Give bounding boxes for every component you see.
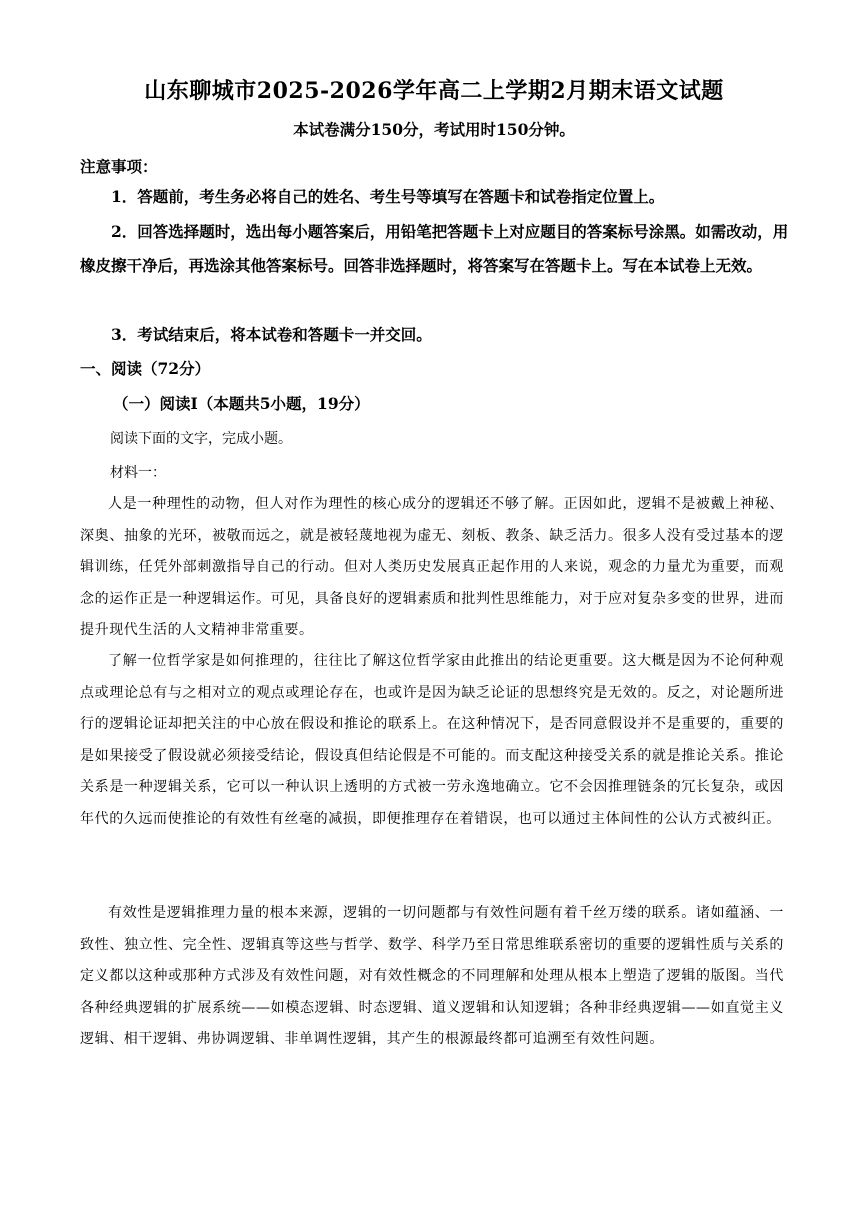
passage-paragraph: 人是一种理性的动物，但人对作为理性的核心成分的逻辑还不够了解。正因如此，逻辑不是被戴上神秘、深奥、抽象的光环，被敬而远之，就是被轻蔑地视为虚无、刻板、教条、缺乏活力。很多人没有受过基本的逻辑训练，任凭外部刺激指导自己的行动。但对人类历史发展真正起作用的人来说，观念的力量尤为重要，而观念的运作正是一种逻辑运作。可见，具备良好的逻辑素质和批判性思维能力，对于应对复杂多变的世界，进而提升现代生活的人文精神非常重要。 bbox=[80, 496, 784, 638]
passage-paragraph: 了解一位哲学家是如何推理的，往往比了解这位哲学家由此推出的结论更重要。这大概是因为不论何种观点或理论总有与之相对立的观点或理论存在，也或许是因为缺乏论证的思想终究是无效的。反之，对论题所进行的逻辑论证却把关注的中心放在假设和推论的联系上。在这种情况下，是否同意假设并不是重要的，重要的是如果接受了假设就必须接受结论，假设真但结论假是不可能的。而支配这种接受关系的就是推论关系。推论关系是一种逻辑关系，它可以一种认识上透明的方式被一劳永逸地确立。它不会因推理链条的冗长复杂，或因年代的久远而使推论的有效性有丝毫的减损，即便推理存在着错误，也可以通过主体间性的公认方式被纠正。 bbox=[80, 653, 784, 827]
section-heading: 一、阅读（72分） bbox=[80, 359, 211, 378]
reading-instruction: 阅读下面的文字，完成小题。 bbox=[110, 431, 292, 447]
notice-item: 3．考试结束后，将本试卷和答题卡一并交回。 bbox=[111, 325, 432, 344]
notice-item: 1．答题前，考生务必将自己的姓名、考生号等填写在答题卡和试卷指定位置上。 bbox=[111, 187, 665, 206]
notice-item: 2．回答选择题时，选出每小题答案后，用铅笔把答题卡上对应题目的答案标号涂黑。如需改动，用橡皮擦干净后，再选涂其他答案标号。回答非选择题时，将答案写在答题卡上。写在本试卷上无效。 bbox=[80, 222, 789, 275]
material-label: 材料一： bbox=[110, 465, 166, 481]
notice-heading: 注意事项： bbox=[80, 157, 158, 176]
section-subheading: （一）阅读Ⅰ（本题共5小题，19分） bbox=[113, 394, 370, 413]
document-subtitle: 本试卷满分150分，考试用时150分钟。 bbox=[293, 120, 575, 139]
passage-paragraph: 有效性是逻辑推理力量的根本来源，逻辑的一切问题都与有效性问题有着千丝万缕的联系。诸如蕴涵、一致性、独立性、完全性、逻辑真等这些与哲学、数学、科学乃至日常思维联系密切的重要的逻辑性质与关系的定义都以这种或那种方式涉及有效性问题，对有效性概念的不同理解和处理从根本上塑造了逻辑的版图。当代各种经典逻辑的扩展系统——如模态逻辑、时态逻辑、道义逻辑和认知逻辑；各种非经典逻辑——如直觉主义逻辑、相干逻辑、弗协调逻辑、非单调性逻辑，其产生的根源最终都可追溯至有效性问题。 bbox=[80, 905, 784, 1047]
document-title: 山东聊城市2025-2026学年高二上学期2月期末语文试题 bbox=[144, 78, 724, 104]
